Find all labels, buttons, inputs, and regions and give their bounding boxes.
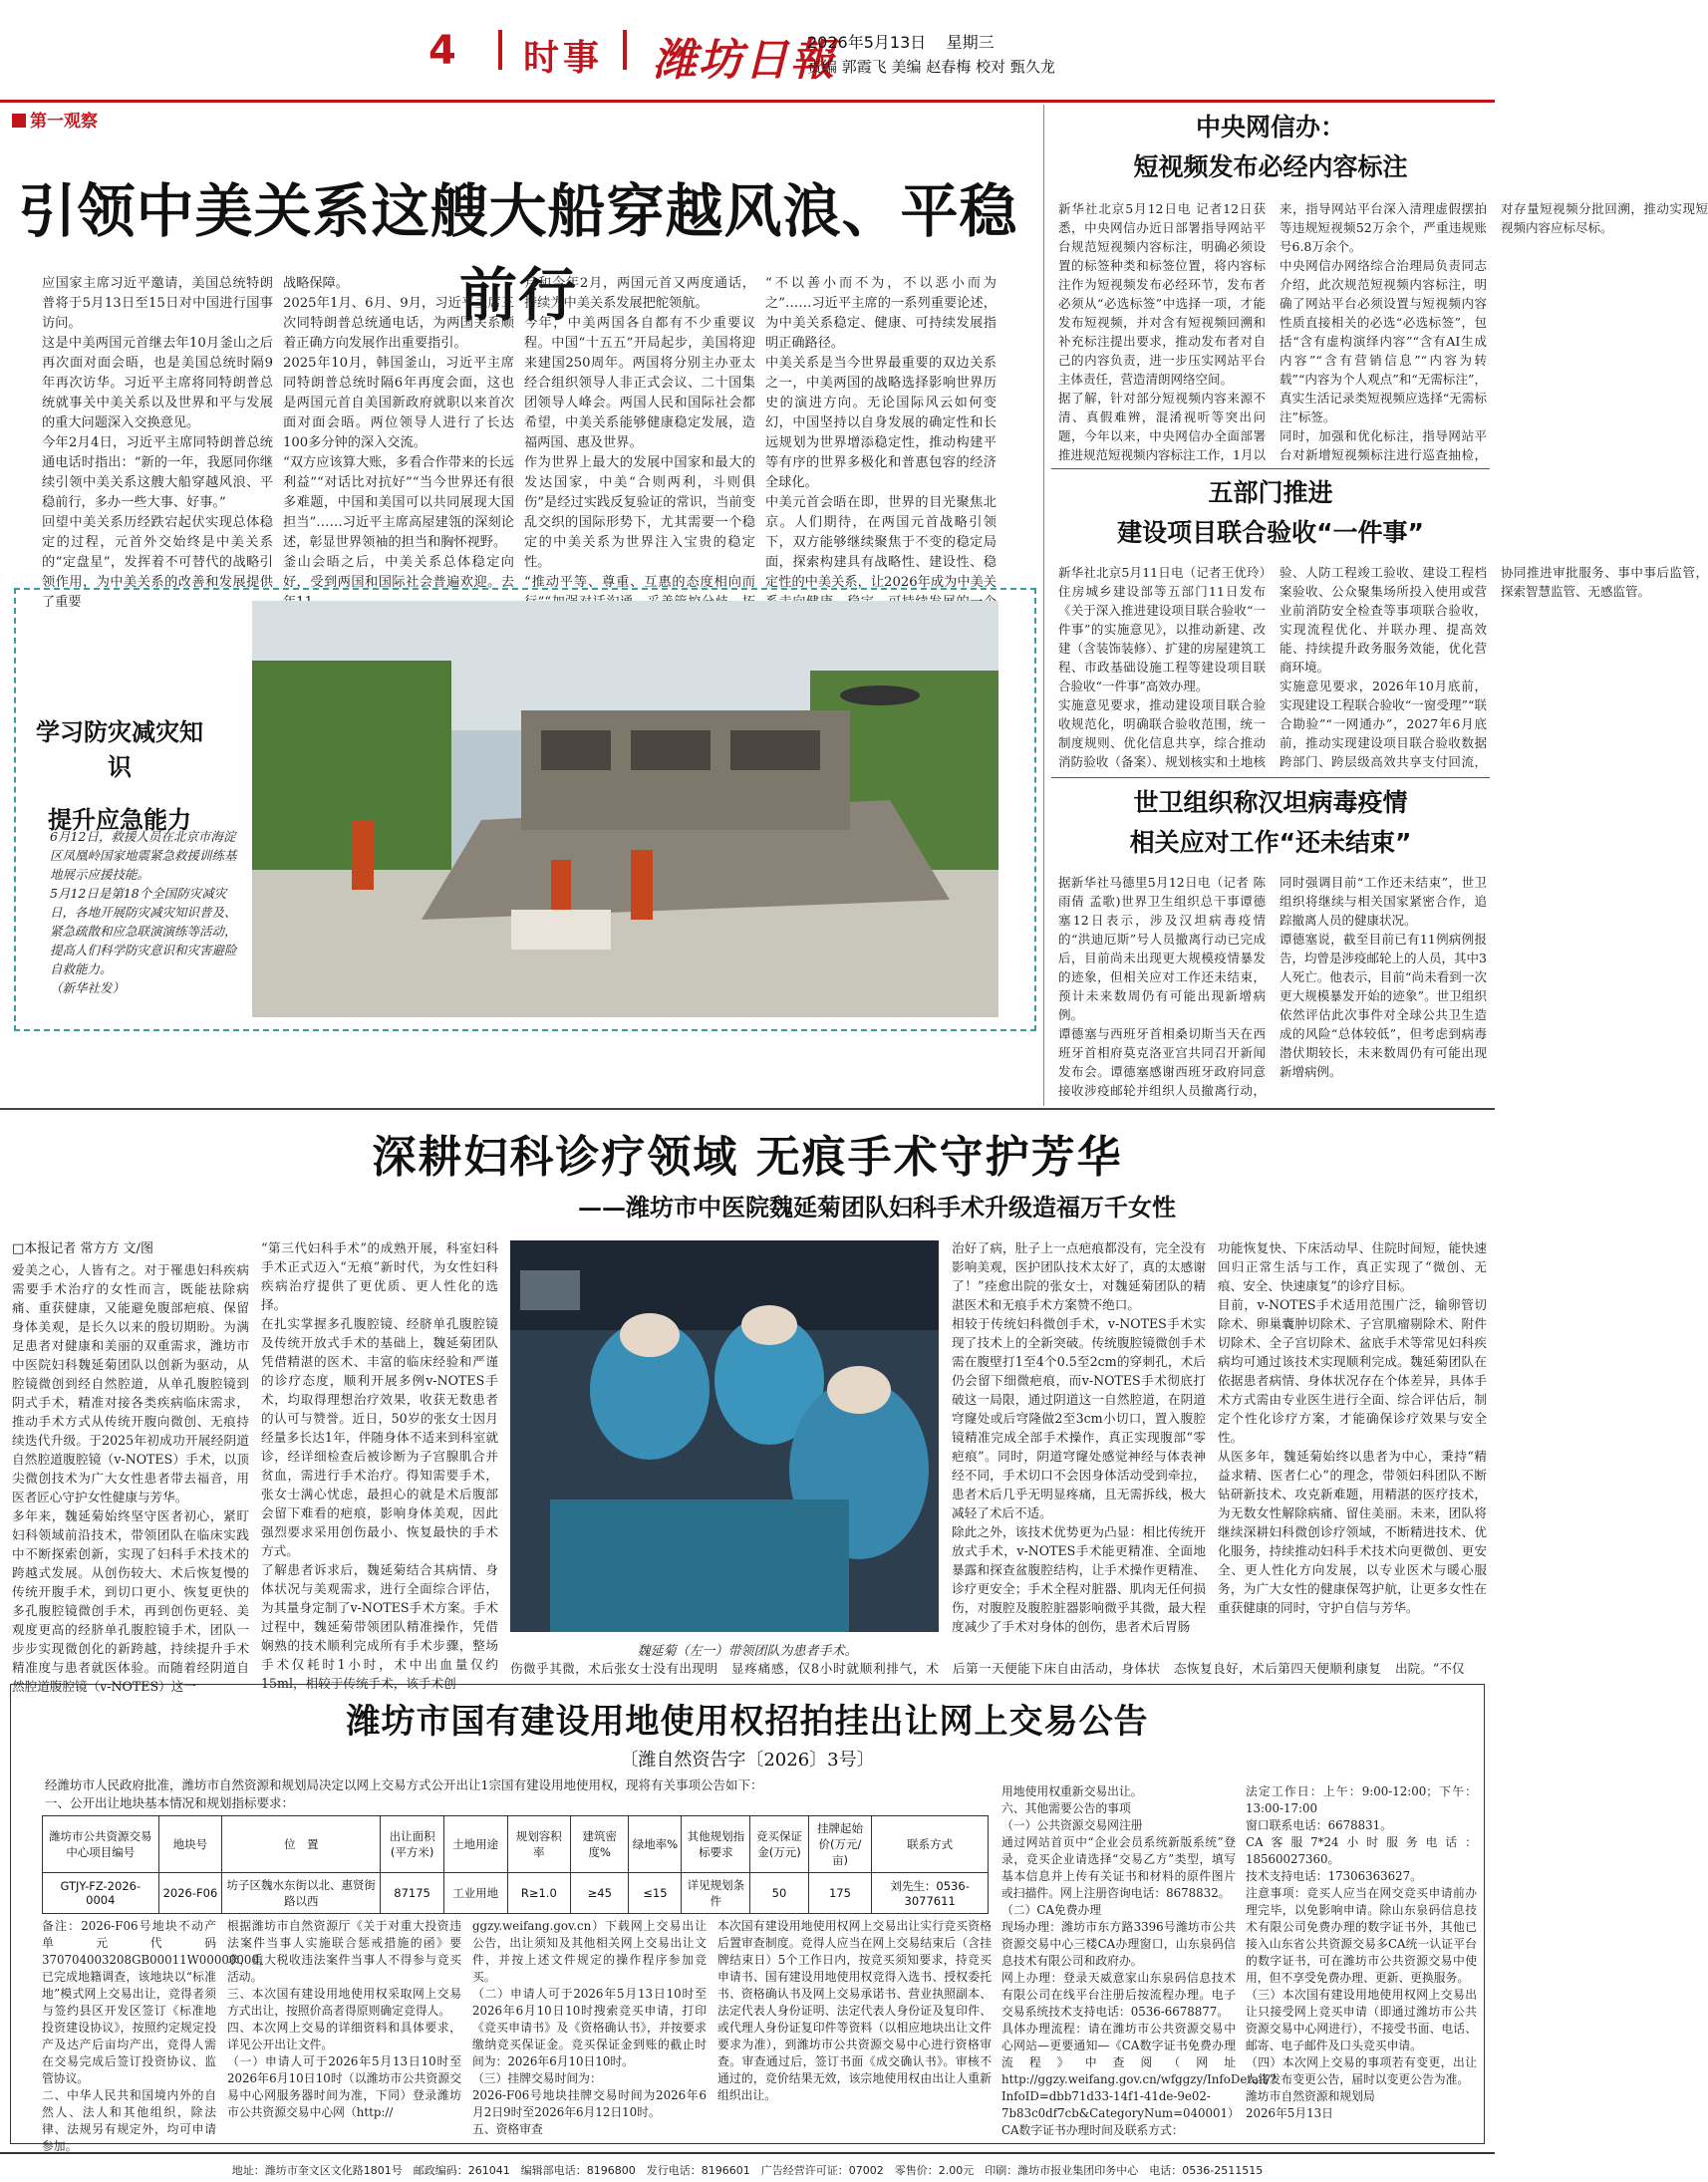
feature-column-1: 爱美之心，人皆有之。对于罹患妇科疾病需要手术治疗的女性而言，既能祛除病痛、重获健康，又能避免腹部疤痕、保留身体美观，是长久以来的殷切期盼。为满足患者对健康和美丽的双重需求，潍坊市中医院妇科魏延菊团队以创新为驱动，从腔镜微创到经自然腔道，从单孔腹腔镜到阴式手术，精准对接各类疾病临床需求，推动手术方式从传统开腹向微创、无痕持续迭代升级。于2025年初成功开展经阴道自然腔道腹腔镜（v-NOTES）手术，以顶尖微创技术为广大女性患者带去福音，用医者匠心守护女性健康与芳华。 多年来，魏延菊始终坚守医者初心，紧盯妇科领域前沿技术，带领团队在临床实践中不断探索创新，实现了妇科手术技术的跨越式发展。从创伤较大、术后恢复慢的传统开腹手术，到切口更小、恢复更快的多孔腹腔镜微创手术，再到创伤更轻、美观度更高的经脐单孔腹腔镜手术，团队一步步实现微创化的新跨越，持续提升手术精准度与患者就医体验。而随着经阴道自然腔道腹腔镜（v-NOTES）这一 <box>12 1262 249 1694</box>
rescue-drill-photo <box>252 601 998 1017</box>
table-header-cell: 地块号 <box>158 1816 222 1873</box>
lead-column-1: 应国家主席习近平邀请，美国总统特朗普将于5月13日至15日对中国进行国事访问。 这是中美两国元首继去年10月釜山之后再次面对面会晤，也是美国总统时隔9年再次访华。习近平主席将同特朗普总统就事关中美关系以及世界和平与发展的重大问题深入交换意见。 今年2月4日，习近平主席同特朗普总统通电话时指出：“新的一年，我愿同你继续引领中美关系这艘大船穿越风浪、平稳前行，多办一些大事、好事。” 回望中美关系历经跌宕起伏实现总体稳定的过程，元首外交始终是中美关系的“定盘星”，发挥着不可替代的战略引领作用，为中美关系的改善和发展提供了重要 <box>42 276 273 610</box>
table-cell: R≥1.0 <box>507 1873 571 1914</box>
land-notice-column-5: 用地使用权重新交易出让。 六、其他需要公告的事项 （一）公共资源交易网注册 通过网站首页中“企业会员系统新版系统”登录，竞买企业请选择“交易乙方”类型，填写基本信息并上传有关证书和材料的原件图片或扫描件。网上注册咨询电话：8678832。 （二）CA免费办理 现场办理：潍坊市东方路3396号潍坊市公共资源交易中心三楼CA办理窗口，山东泉码信息技术有限公司和政府办。 网上办理：登录天威意家山东泉码信息技术有限公司在线平台注册后按流程办理。电子交易系统技术支持电话：0536-6678877。 具体办理流程：请在潍坊市公共资源交易中心网站—更要通知—《CA数字证书免费办理流程》中查阅（网址http://ggzy.weifang.gov.cn/wfggzy/InfoDetail/?InfoID=dbb71d33-14f1-41de-9e02-7b83c0df7cb&CategoryNum=040001） CA数字证书办理时间及联系方式： <box>1001 1784 1277 2137</box>
land-parcel-table-grid <box>42 1815 989 1914</box>
section-name: 时事 <box>523 38 604 79</box>
land-notice-column-2: 根据潍坊市自然资源厅《关于对重大投资违法案件当事人实施联合惩戒措施的函》要求，重大税收违法案件当事人不得参与竞买活动。 三、本次国有建设用地使用权采取网上交易方式出让，按照价高者得原则确定竞得人。 四、本次网上交易的详细资料和具体要求，详见公开出让文件。 （一）申请人可于2026年5月13日10时至2026年6月10日10时（以潍坊市公共资源交易中心网服务器时间为准，下同）登录潍坊市公共资源交易中心网（http:// <box>227 1919 461 2119</box>
square-icon <box>12 114 26 128</box>
lead-column-4: “不以善小而不为，不以恶小而为之”……习近平主席的一系列重要论述，为中美关系稳定、健康、可持续发展指明正确路径。 中美关系是当今世界最重要的双边关系之一，中美两国的战略选择影响世界历史的演进方向。无论国际风云如何变幻，中国坚持以自身发展的确定性和长远规划为世界增添稳定性，推动构建平等有序的世界多极化和普惠包容的经济全球化。 中美元首会晤在即，世界的目光聚焦北京。人们期待，在两国元首战略引领下，双方能够继续聚焦于不变的稳定局面，探索构建具有战略性、建设性、稳定性的中美关系，让2026年成为中美关 <box>765 276 996 590</box>
article-acceptance-title-line1: 五部门推进 <box>1208 478 1333 507</box>
article-acceptance-title-line2: 建设项目联合验收“一件事” <box>1117 518 1424 547</box>
masthead-divider <box>623 30 627 70</box>
table-header-cell: 建筑密度% <box>571 1816 629 1873</box>
table-cell: 刘先生：0536-3077611 <box>872 1873 989 1914</box>
table-header-cell: 潍坊市公共资源交易中心项目编号 <box>43 1816 159 1873</box>
feature-column-2: “第三代妇科手术”的成熟开展，科室妇科手术正式迈入“无痕”新时代，为女性妇科疾病治疗提供了更优质、更人性化的选择。 在扎实掌握多孔腹腔镜、经脐单孔腹腔镜及传统开放式手术的基础上，魏延菊团队凭借精湛的医术、丰富的临床经验和严谨的诊疗态度，顺利开展多例v-NOTES手术，均取得理想治疗效果，收获无数患者的认可与赞誉。近日，50岁的张女士因月经量多长达1年，伴随身体不适来到科室就诊，经详细检查后被诊断为子宫腺肌合并贫血，需进行手术治疗。得知需要手术，张女士满心忧虑，最担心的就是术后腹部会留下难看的疤痕，影响身体美观，因此强烈要求采用创伤最小、恢复最快的手术方式。 了解患者诉求后，魏延菊结合其病情、身体状况与美观需求，进行全面综合评估，为其量身定制了v-NOTES手术方案。手术过程中，魏延菊带领团队精准操作，凭借娴熟的技术顺利完成所有手术步骤，整场手术仅耗时1小时，术中出血量仅约15ml，相较于传统手术，该手术创 <box>261 1240 498 1691</box>
table-header-cell: 土地用途 <box>443 1816 507 1873</box>
article-who-title-line2: 相关应对工作“还未结束” <box>1129 828 1412 857</box>
table-cell: 工业用地 <box>443 1873 507 1914</box>
lead-column-3: 月和今年2月，两国元首又两度通话，持续为中美关系发展把舵领航。 今年，中美两国各自都有不少重要议程。中国“十五五”开局起步，美国将迎来建国250周年。两国将分别主办亚太经合组织领导人非正式会议、二十国集团领导人峰会。两国人民和国际社会都希望，中美关系能够健康稳定发展，造福两国、惠及世界。 作为世界上最大的发展中国家和最大的发达国家，中美“合则两利，斗则俱伤”是经过实践反复验证的常识，当前变乱交织的国际形势下，尤其需要一个稳定的中美关系为世界注入宝贵的稳定性。 “推动平等、尊重、互惠的态度相向而 <box>524 276 755 590</box>
rescue-drill-image <box>252 601 998 1017</box>
table-cell: 2026-F06 <box>158 1873 222 1914</box>
page-number: 4 <box>428 28 456 74</box>
article-who-body: 据新华社马德里5月12日电（记者 陈雨倩 孟歌)世界卫生组织总干事谭德塞12日表示，涉及汉坦病毒疫情的“洪迪厄斯”号人员撤离行动已完成后，目前尚未出现更大规模疫情暴发的迹象，但相关应对工作还未结束，预计未来数周仍有可能出现新增病例。 谭德塞与西班牙首相桑切斯当天在西班牙首相府莫克洛亚宫共同召开新闻发布会。谭德塞感谢西班牙政府同意接收涉疫邮轮并组织人员撤离行动，同时强调目前“工作还未结束”，世卫组织将继续与相关国家紧密合作，追踪撤离人员的健康状况。 谭德塞说，截至目前已有11例病例报告，均曾是涉疫邮轮上的人员，其中3人死亡。他表示，目前“尚未看到一次更大规模暴发开始的迹象”。世卫组织依然评估此次事件对全球公共卫生造成的风险“总体较低”，但考虑到病毒潜伏期较长，未来数周仍有可能出现新增病例。 <box>1058 875 1487 1098</box>
table-header-cell: 联系方式 <box>872 1816 989 1873</box>
table-cell: 50 <box>750 1873 808 1914</box>
table-cell: 坊子区魏水东街以北、惠贤街路以西 <box>222 1873 381 1914</box>
article-acceptance-body: 新华社北京5月11日电（记者王优玲）住房城乡建设部等五部门11日发布《关于深入推进建设项目联合验收“一件事”的实施意见》，以推动新建、改建（含装饰装修）、扩建的房屋建筑工程、市政基础设施工程等建设项目联合验收“一件事”高效办理。 实施意见要求，推动建设项目联合验收规范化，明确联合验收范围，统一制度规则、优化信息共享，综合推动消防验收（备案）、规划核实和土地核验、人防工程竣工验收、建设工程档案验收、公众聚集场所投入使用或营业前消防安全检查等事项联合验收，实现流程优化、并联办理、提高效能、持续提升政务服务效能，优化营商环境。 实施意见要求，2026年10月底前，实现建设工程联合验收“一窗受理”“联合勘验”“一网通办”，2027年6月底前，推动实现建设项目联合验收数据跨部门、跨层级高效共享支付回流，协同推进审批服务、事中事后监管，探索智慧监管、无感监管。 <box>1058 565 1708 769</box>
feature-headline: 深耕妇科诊疗领域 无痕手术守护芳华 <box>372 1132 1123 1183</box>
land-notice-intro: 经潍坊市人民政府批准，潍坊市自然资源和规划局决定以网上交易方式公开出让1宗国有建设用地使用权，现将有关事项公告如下： <box>45 1777 763 1792</box>
masthead-rule <box>0 100 1495 103</box>
article-who-title-line1: 世卫组织称汉坦病毒疫情 <box>1133 788 1408 817</box>
table-cell: GTJY-FZ-2026-0004 <box>43 1873 159 1914</box>
table-cell: ≤15 <box>629 1873 682 1914</box>
photo-news-title <box>30 712 209 835</box>
table-header-cell: 出让面积(平方米) <box>381 1816 444 1873</box>
article-cac-title-line1: 中央网信办： <box>1195 113 1345 141</box>
table-cell: 详见规划条件 <box>682 1873 750 1914</box>
column-tag <box>12 107 98 132</box>
table-row <box>43 1873 989 1914</box>
land-parcel-table <box>42 1815 989 1914</box>
table-header-cell: 绿地率% <box>629 1816 682 1873</box>
dateline <box>807 30 995 53</box>
table-cell: 175 <box>808 1873 872 1914</box>
table-header-cell: 挂牌起始价(万元/亩) <box>808 1816 872 1873</box>
table-header-cell: 位 置 <box>222 1816 381 1873</box>
land-notice-title: 潍坊市国有建设用地使用权招拍挂出让网上交易公告 <box>346 1702 1149 1742</box>
article-acceptance-title <box>1051 473 1490 553</box>
photo-news-title-line2: 提升应急能力 <box>48 805 191 834</box>
editor-credits: 责编 郭霞飞 美编 赵春梅 校对 甄久龙 <box>807 58 1055 76</box>
feature-subheadline: ——潍坊市中医院魏延菊团队妇科手术升级造福万千女性 <box>578 1193 1176 1222</box>
table-cell: ≥45 <box>571 1873 629 1914</box>
land-notice-column-1: 备注：2026-F06号地块不动产单元代码370704003208GB00011W00000000，已完成地籍调查，该地块以“标准地”模式网上交易出让，竞得者须与签约县区开发区签订《标准地投资建设协议》，按照约定规定投产及达产后亩均产出，竞得人需在交易完成后签订投资协议、监管协议。 二、中华人民共和国境内外的自然人、法人和其他组织，除法律、法规另有规定外，均可申请参加。 <box>42 1919 271 2153</box>
column-divider <box>1043 105 1044 1106</box>
feature-column-5: 功能恢复快、下床活动早、住院时间短，能快速回归正常生活与工作，真正实现了“微创、无痕、安全、快速康复”的诊疗目标。 目前，v-NOTES手术适用范围广泛，输卵管切除术、卵巢囊肿切除术、子宫肌瘤剔除术、附件切除术、全子宫切除术、盆底手术等常见妇科疾病均可通过该技术实现顺利完成。魏延菊团队在依据患者病情、身体状况存在个体差异，具体手术方式需由专业医生进行全面、综合评估后，制定个性化诊疗方案，才能确保诊疗效果与安全性。 从医多年，魏延菊始终以患者为中心，秉持“精益求精、医者仁心”的理念，带领妇科团队不断钻研新技术、攻克新难题，用精湛的医疗技术，为无数女性解除病痛、留住美丽。未来，团队将继续深耕妇科微创诊疗领域，不断精进技术、优化服务，持续推动妇科手术技术向更微创、更安全、更人性化方向发展，以专业医术与暖心服务，为广大女性的健康保驾护航，让更多女性在重获健康的同时，守护自信与芳华。 <box>1218 1240 1487 1615</box>
feature-byline: □本报记者 常方方 文/图 <box>12 1241 153 1256</box>
article-cac-body: 新华社北京5月12日电 记者12日获悉，中央网信办近日部署指导网站平台规范短视频内容标注，明确必须设置的标签种类和标签位置，将内容标注作为短视频发布必经环节，发布者必须从“必选标签”中选择一项，才能发布短视频，并对含有短视频回溯和补充标注提出要求，推动发布者对自己的内容负责，进一步压实网站平台主体责任，营造清朗网络空间。 据了解，针对部分短视频内容来源不清、真假难辨，混淆视听等突出问题，今年以来，中央网信办全面部署推进规范短视频内容标注工作，1月以来，指导网站平台深入清理虚假摆拍等违规短视频52万余个，严重违规账号6.8万余个。 中央网信办网络综合治理局负责同志介绍，此次规范短视频内容标注，明确了网站平台必须设置与短视频内容性质直接相关的必选“必选标签”，包括“含有虚构演绎内容”“含有AI生成内容”“含有营销信息”“内容为转载”“内容为个人观点”和“无需标注”，真实生活记录类短视频应选择“无需标注”标签。 同时，加强和优化标注，指导网站平台对新增短视频标注进行巡查抽检，对存量短视频分批回溯，推动实现短视频内容应标尽标。 <box>1058 201 1708 462</box>
surgery-photo <box>510 1240 939 1632</box>
feature-column-3: 伤微乎其微，术后张女士没有出现明显疼痛感，仅8小时就顺利排气，术后第一天便能下床自由活动，身体状态恢复良好，术后第四天便顺利康复出院。“不仅 <box>510 1661 1465 1676</box>
land-notice-section-1: 一、公开出让地块基本情况和规划指标要求： <box>45 1795 295 1810</box>
land-notice-column-3: ggzy.weifang.gov.cn）下载网上交易出让公告，出让须知及其他相关网上交易出让文件，并按上述文件规定的操作程序参加竞买。 （二）申请人可于2026年5月13日10时至2026年6月10日10时搜索竞买申请，打印《竞买申请书》及《资格确认书》，并按要求缴纳竞买保证金。竞买保证金到账的截止时间为：2026年6月10日10时。 （三）挂牌交易时间为： 2026-F06号地块挂牌交易时间为2026年6月2日9时至2026年6月12日10时。 五、资格审查 <box>472 1919 707 2136</box>
lead-column-2: 战略保障。 2025年1月、6月、9月，习近平主席三次同特朗普总统通电话，为两国关系顺着正确方向发展作出重要指引。 2025年10月，韩国釜山，习近平主席同特朗普总统时隔6年再度会面，这也是两国元首自美国新政府就职以来首次面对面会晤。两位领导人进行了长达100多分钟的深入交流。 “双方应该算大账，多看合作带来的长远利益”“对话比对抗好”“当今世界还有很多难题，中国和美国可以共同展现大国担当”……习近平主席高屋建瓴的深刻论述，彰显世界领袖的担当和胸怀视野。 釜山会晤之后，中美关系总体稳定向好，受到两国和国际社会普遍欢迎。去 <box>283 276 514 590</box>
column-tag-label: 第一观察 <box>30 112 98 132</box>
feature-column-4: 治好了病，肚子上一点疤痕都没有，完全没有影响美观，医护团队技术太好了，真的太感谢了！”痊愈出院的张女士，对魏延菊团队的精湛医术和无痕手术方案赞不绝口。 相较于传统妇科微创手术，v-NOTES手术实现了技术上的全新突破。传统腹腔镜微创手术需在腹壁打1至4个0.5至2cm的穿刺孔，术后仍会留下细微疤痕，而v-NOTES手术彻底打破这一局限，通过阴道这一自然腔道，在阴道穹窿处或后穹隆做2至3cm小切口，置入腹腔镜精准完成全部手术操作，真正实现腹部“零疤痕”。同时，阴道穹窿处感觉神经与体表神经不同，手术切口不会因身体活动受到牵拉，患者术后几乎无明显疼痛，且无需拆线，极大减轻了术后不适。 除此之外，该技术优势更为凸显：相比传统开放式手术，v-NOTES手术能更精准、全面地暴露和探查盆腹腔结构，让手术操作更精准、诊疗更安全；手术全程对脏器、肌肉无任何损伤，对腹腔及腹腔脏器影响微乎其微，最大程度减少了手术对身体的创伤，患者术后胃肠 <box>952 1240 1206 1634</box>
table-header-row <box>43 1816 989 1873</box>
page-footer: 地址：潍坊市奎文区文化路1801号 邮政编码：261041 编辑部电话：8196800 发行电话：8196601 广告经营许可证：07002 零售价：2.00元 印刷：潍坊市报业集团印务中心 电话：0536-2511515 <box>0 2152 1495 2182</box>
section-divider <box>0 1108 1495 1110</box>
masthead-divider <box>498 30 502 70</box>
land-notice-column-4: 本次国有建设用地使用权网上交易出让实行竞买资格后置审查制度。竞得人应当在网上交易结束后（含挂牌结束日）5个工作日内，按竞买须知要求，持竞买申请书、国有建设用地使用权竞得入选书、授权委托书、资格确认书及网上交易承诺书、营业执照副本、法定代表人身份证明、法定代表人身份证及复印件、或代理人身份证复印件等资料（以相应地块出让文件要求为准），到潍坊市公共资源交易中心进行资格审查。审查通过后，签订书面《成交确认书》。审核不通过的，竞价结果无效，该宗地使用权由出让人重新组织出让。 <box>717 1919 992 2102</box>
weekday: 星期三 <box>946 33 995 52</box>
masthead <box>0 0 1495 105</box>
table-header-cell: 规划容积率 <box>507 1816 571 1873</box>
newspaper-logo: 潍坊日報 <box>653 35 836 86</box>
table-header-cell: 其他规划指标要求 <box>682 1816 750 1873</box>
feature-byline-text: 本报记者 常方方 文/图 <box>24 1241 153 1256</box>
issue-date: 2026年5月13日 <box>807 33 927 52</box>
land-notice-number: 〔潍自然资告字〔2026〕3号〕 <box>620 1750 875 1771</box>
surgery-image <box>510 1240 939 1632</box>
article-who-title <box>1051 783 1490 863</box>
land-notice-column-6: 法定工作日：上午：9:00-12:00；下午：13:00-17:00 窗口联系电话：6678831。 CA客服7*24小时服务电话：18560027360。 技术支持电话：17306363627。 注意事项：竞买人应当在网交竞买申请前办理完毕，以免影响申请。除山东泉码信息技术有限公司免费办理的数字证书外，其他已接入山东省公共资源交易多CA统一认证平台的数字证书，可在潍坊市公共资源交易中使用，但不享受免费办理、更新、更换服务。 （三）本次国有建设用地使用权网上交易出让只接受网上竞买申请（即通过潍坊市公共资源交易中心网进行），不接受书面、电话、邮寄、电子邮件及口头竞买申请。 （四）本次网上交易的事项若有变更，出让人将发布变更公告，届时以变更公告为准。 潍坊市自然资源和规划局 2026年5月13日 <box>1246 1784 1477 2120</box>
table-cell: 87175 <box>381 1873 444 1914</box>
section-divider <box>1051 777 1490 778</box>
table-header-cell: 竞买保证金(万元) <box>750 1816 808 1873</box>
surgery-photo-caption: 魏延菊（左一）带领团队为患者手术。 <box>637 1644 858 1659</box>
photo-news-caption: 6月12日，救援人员在北京市海淀区凤凰岭国家地震紧急救援训练基地展示应援技能。 5月12日是第18个全国防灾减灾日，各地开展防灾减灾知识普及、紧急疏散和应急联演演练等活动，提高人们科学防灾意识和灾害避险自救能力。 （新华社发） <box>50 829 237 995</box>
article-cac-title <box>1051 108 1490 187</box>
lead-headline: 引领中美关系这艘大船穿越风浪、平稳前行 <box>18 177 1018 329</box>
section-divider <box>1051 468 1490 469</box>
photo-news-title-line1: 学习防灾减灾知识 <box>36 717 203 781</box>
article-cac-title-line2: 短视频发布必经内容标注 <box>1133 152 1408 181</box>
